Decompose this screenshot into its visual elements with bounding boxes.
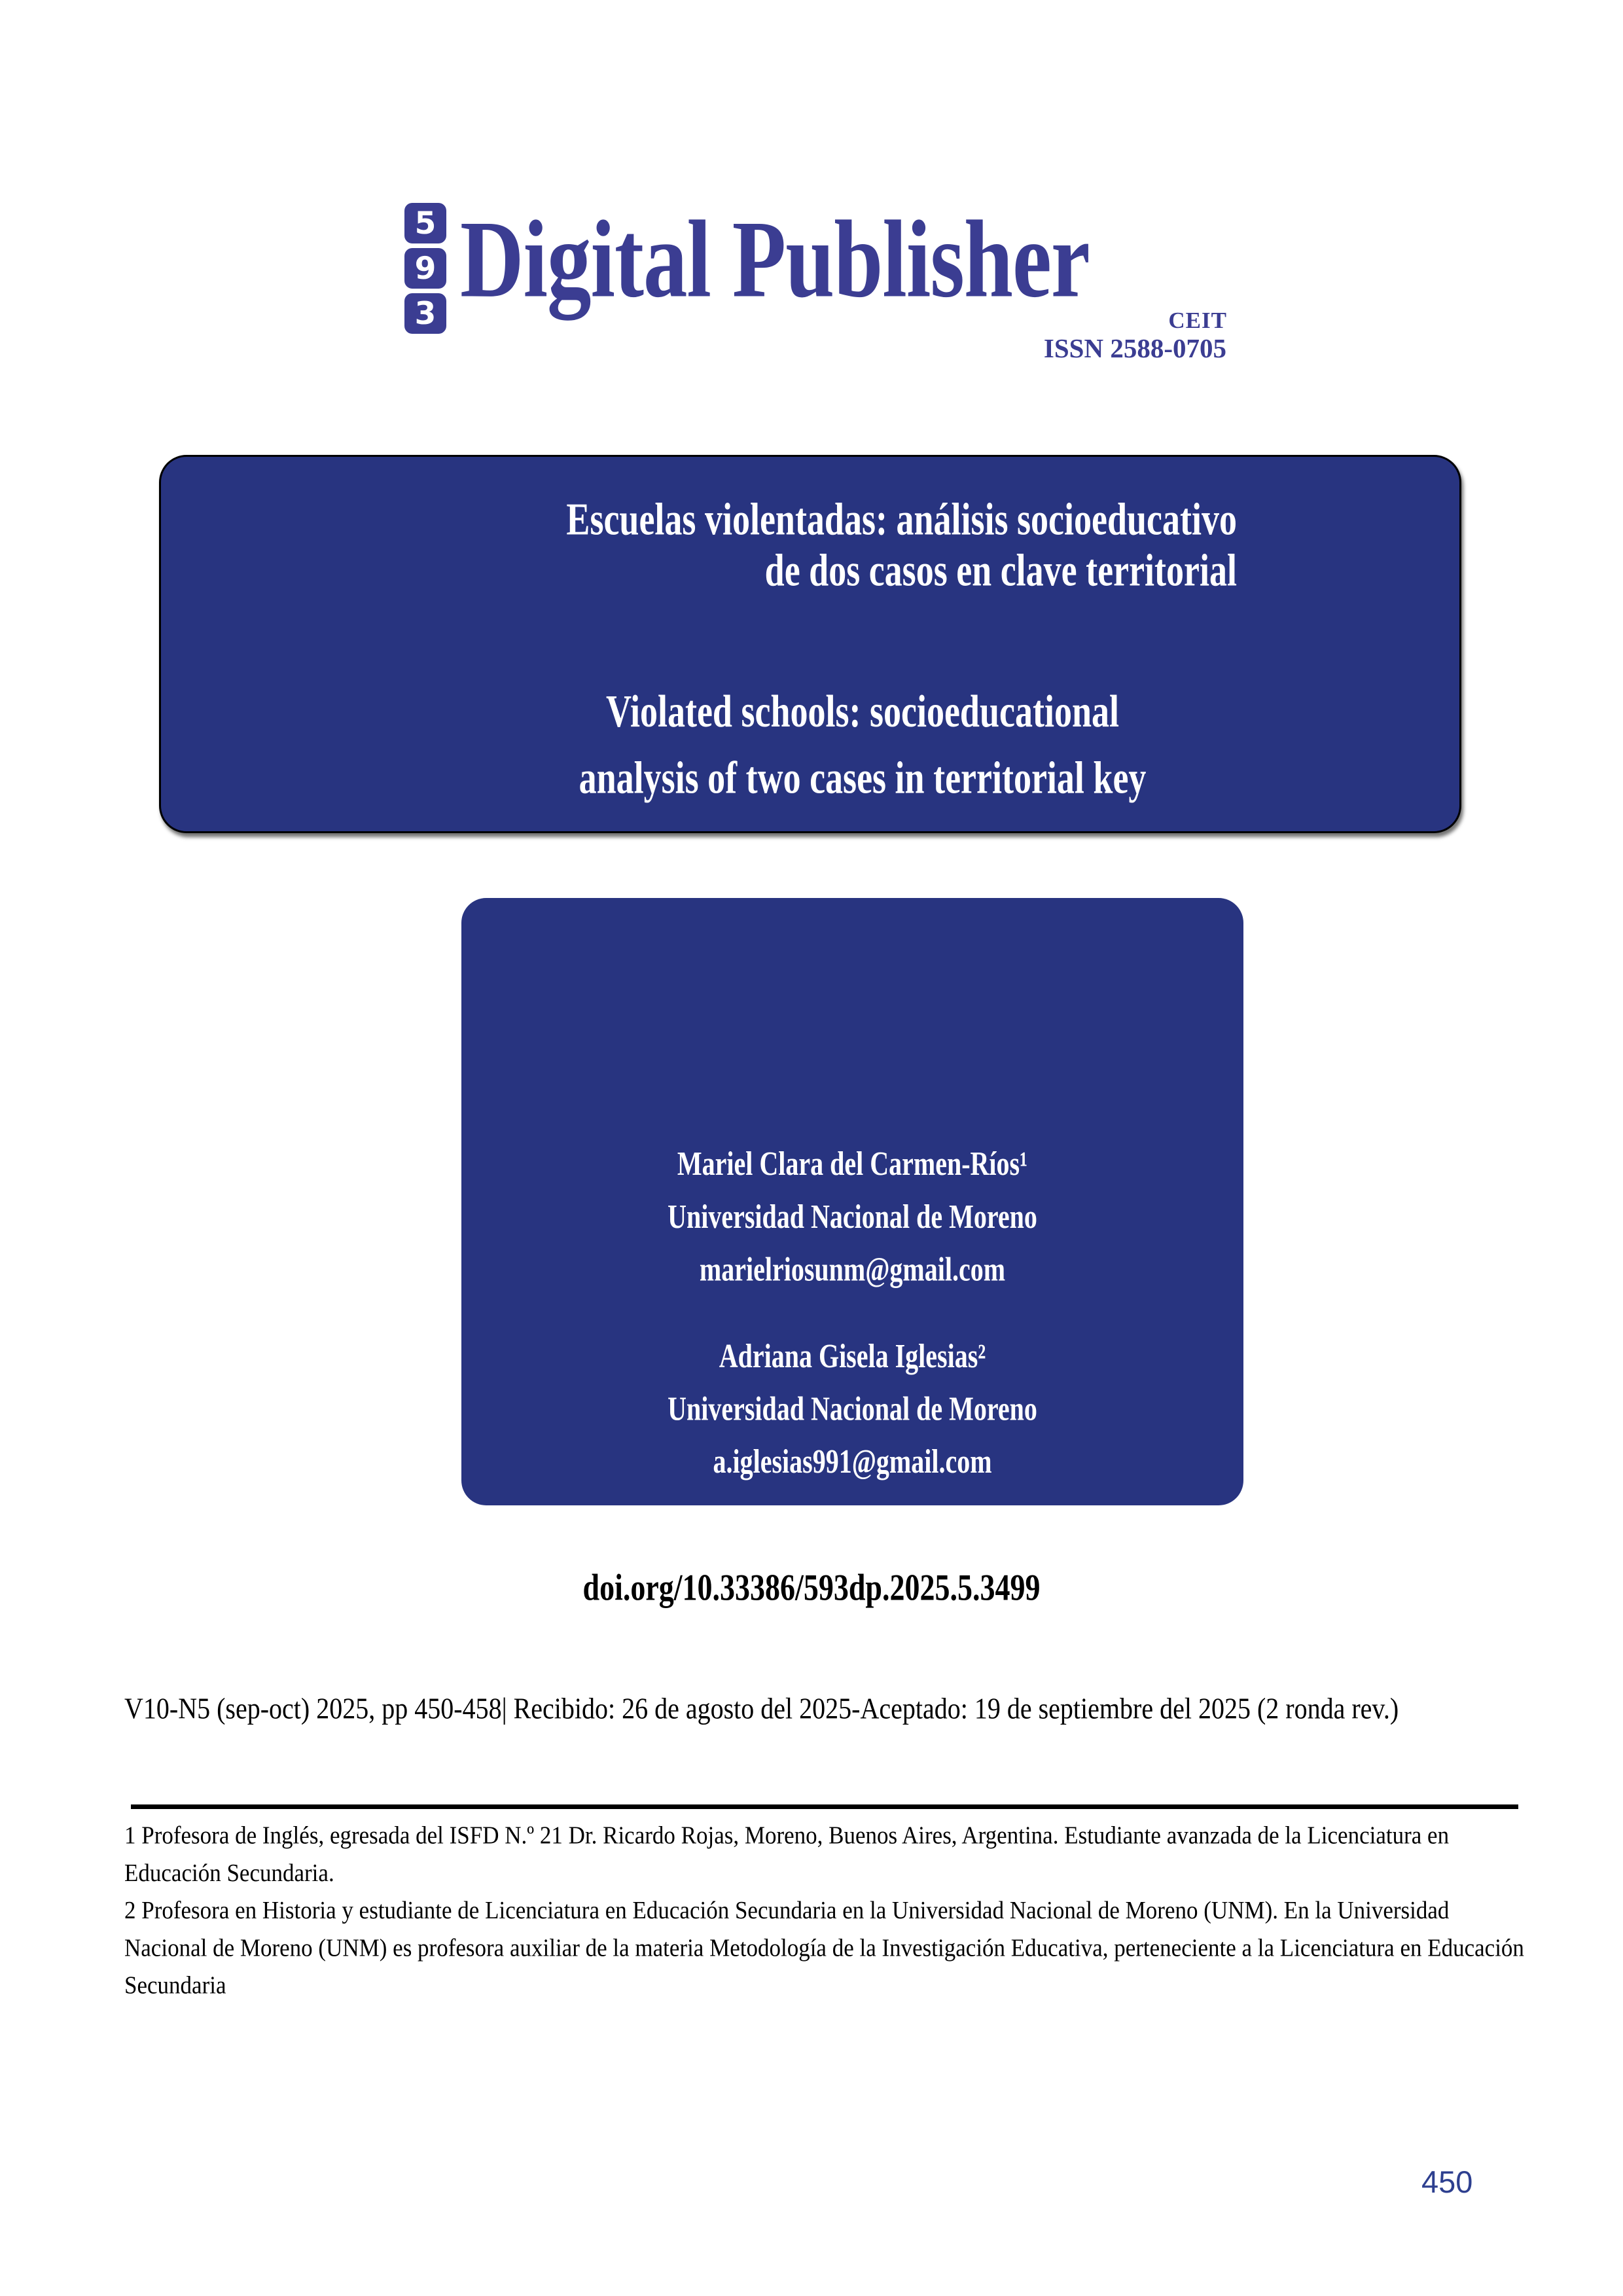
- footnotes: [124, 1817, 1525, 2004]
- footnote-1: 1 Profesora de Inglés, egresada del ISFD N.º 21 Dr. Ricardo Rojas, Moreno, Buenos Aires, Argentina. Estudiante avanzada de la Licenciatura en Educación Secundaria.: [124, 1821, 1450, 1887]
- author-2: [461, 1330, 1243, 1488]
- logo-digit-5: 5: [404, 203, 446, 243]
- logo-digit-3: 3: [404, 293, 446, 334]
- footnote-2: 2 Profesora en Historia y estudiante de Licenciatura en Educación Secundaria en la Universidad Nacional de Moreno (UNM). En la Universidad Nacional de Moreno (UNM) es profesora auxiliar de la materia Metodología de la Investigación Educativa, perteneciente a la Licenciatura en Educación Secundaria: [124, 1896, 1524, 2000]
- doi-line: doi.org/10.33386/593dp.2025.5.3499: [582, 1566, 1041, 1608]
- article-title-english: [213, 678, 1512, 811]
- publisher-org-label: CEIT: [1168, 308, 1227, 333]
- author-2-affiliation: Universidad Nacional de Moreno: [668, 1389, 1037, 1428]
- author-1-name: Mariel Clara del Carmen-Ríos¹: [677, 1144, 1028, 1183]
- issn-label: ISSN 2588-0705: [1043, 333, 1226, 363]
- volume-dates-line: V10-N5 (sep-oct) 2025, pp 450-458| Recibido: 26 de agosto del 2025-Aceptado: 19 de septiembre del 2025 (2 ronda rev.): [124, 1691, 1399, 1725]
- publisher-wordmark: Digital Publisher: [460, 198, 1090, 321]
- article-title-spanish: [161, 493, 1237, 596]
- article-title-spanish-line2: de dos casos en clave territorial: [764, 545, 1237, 596]
- author-1-affiliation: Universidad Nacional de Moreno: [668, 1197, 1037, 1236]
- article-title-spanish-line1: Escuelas violentadas: análisis socioeducativo: [566, 493, 1237, 545]
- page-number: 450: [1421, 2164, 1473, 2199]
- article-title-english-line1: Violated schools: socioeducational: [605, 685, 1119, 737]
- author-1-email: marielriosunm@gmail.com: [699, 1249, 1006, 1289]
- author-gap: [461, 1296, 1243, 1330]
- author-2-email: a.iglesias991@gmail.com: [713, 1442, 992, 1480]
- logo-593-digit-stack: [404, 203, 446, 338]
- article-title-english-line2: analysis of two cases in territorial key: [579, 752, 1147, 804]
- authors-list: [461, 1138, 1243, 1488]
- footnote-divider-rule: [131, 1804, 1518, 1809]
- logo-digit-9: 9: [404, 248, 446, 289]
- article-title-box: [159, 455, 1461, 833]
- author-2-name: Adriana Gisela Iglesias²: [719, 1336, 986, 1375]
- authors-box: [461, 898, 1243, 1505]
- author-1: [461, 1138, 1243, 1296]
